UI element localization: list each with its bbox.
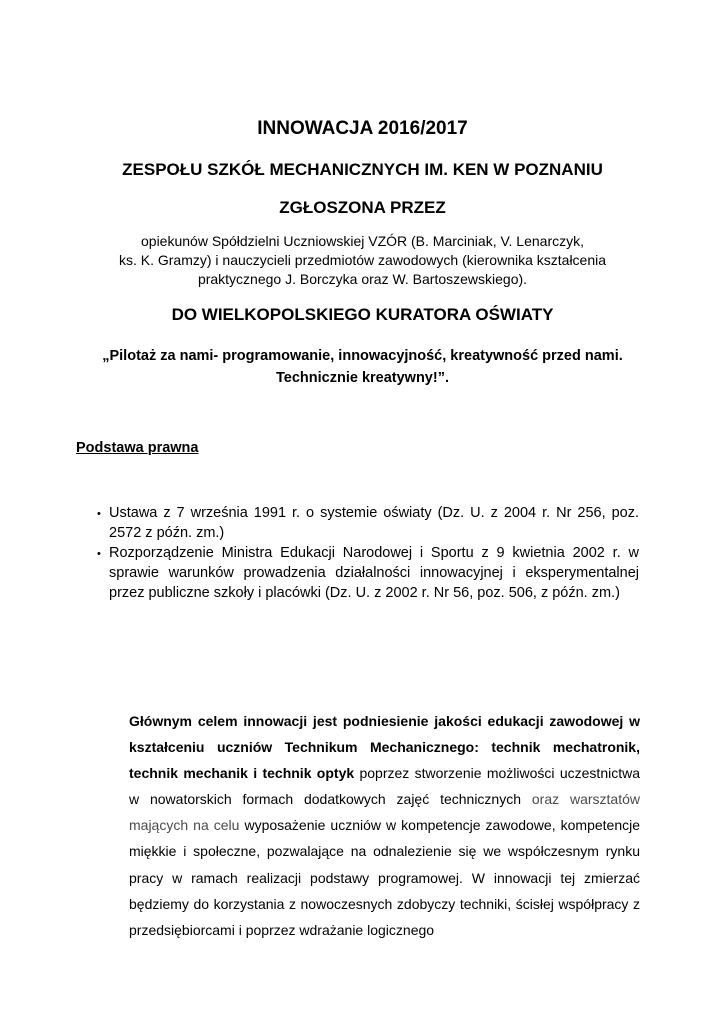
school-name: ZESPOŁU SZKÓŁ MECHANICZNYCH IM. KEN W POZNANIU bbox=[122, 160, 603, 179]
submitters-line: praktycznego J. Borczyka oraz W. Bartoszewskiego). bbox=[197, 271, 528, 287]
legal-item-text: Ustawa z 7 września 1991 r. o systemie oświaty (Dz. U. z 2004 r. Nr 256, poz. 2572 z późn. zm.) bbox=[109, 505, 639, 541]
innovation-motto bbox=[0, 345, 725, 389]
bullet-icon: • bbox=[97, 508, 101, 520]
goal-muted-text: oraz warsztatów mających na celu bbox=[129, 791, 640, 834]
legal-basis-heading: Podstawa prawna bbox=[76, 440, 199, 456]
goal-text-continued: wyposażenie uczniów w kompetencje zawodowe, kompetencje miękkie i społeczne, pozwalające na odnalezienie się we współczesnym rynku pracy w ramach realizacji podstawy programowej. W innowacji tej zmierzać będziemy do korzystania z nowoczesnych zdobyczy techniki, ścisłej współpracy z przedsiębiorcami i poprzez wdrażanie logicznego bbox=[129, 817, 640, 938]
legal-item-text: Rozporządzenie Ministra Edukacji Narodowej i Sportu z 9 kwietnia 2002 r. w sprawie warunków prowadzenia działalności innowacyjnej i eksperymentalnej przez publiczne szkoły i placówki (Dz. U. z 2002 r. Nr 56, poz. 506, z późn. zm.) bbox=[109, 545, 639, 601]
bullet-icon: • bbox=[97, 548, 101, 560]
submitters-line: ks. K. Gramzy) i nauczycieli przedmiotów zawodowych (kierownika kształcenia bbox=[118, 252, 607, 268]
legal-basis-list bbox=[97, 503, 639, 603]
goal-text: poprzez stworzenie możliwości uczestnictwa w nowatorskich formach dodatkowych zajęć technicznych bbox=[129, 765, 641, 808]
motto-line: Technicznie kreatywny!”. bbox=[276, 370, 449, 386]
goal-bold-text: Głównym celem innowacji jest podniesienie jakości edukacji zawodowej w kształceniu uczniów Technikum Mechanicznego: technik mechatronik, technik mechanik i technik optyk bbox=[129, 713, 640, 782]
list-item bbox=[97, 503, 639, 543]
motto-line: „Pilotaż za nami- programowanie, innowacyjność, kreatywność przed nami. bbox=[102, 348, 623, 364]
list-item bbox=[97, 543, 639, 603]
document-title: INNOWACJA 2016/2017 bbox=[257, 118, 468, 139]
recipient-heading: DO WIELKOPOLSKIEGO KURATORA OŚWIATY bbox=[171, 305, 554, 324]
submitted-by-heading: ZGŁOSZONA PRZEZ bbox=[279, 198, 446, 217]
submitters-text bbox=[0, 232, 725, 289]
submitters-line: opiekunów Spółdzielni Uczniowskiej VZÓR (B. Marciniak, V. Lenarczyk, bbox=[141, 233, 584, 249]
main-goal-paragraph bbox=[129, 708, 640, 943]
